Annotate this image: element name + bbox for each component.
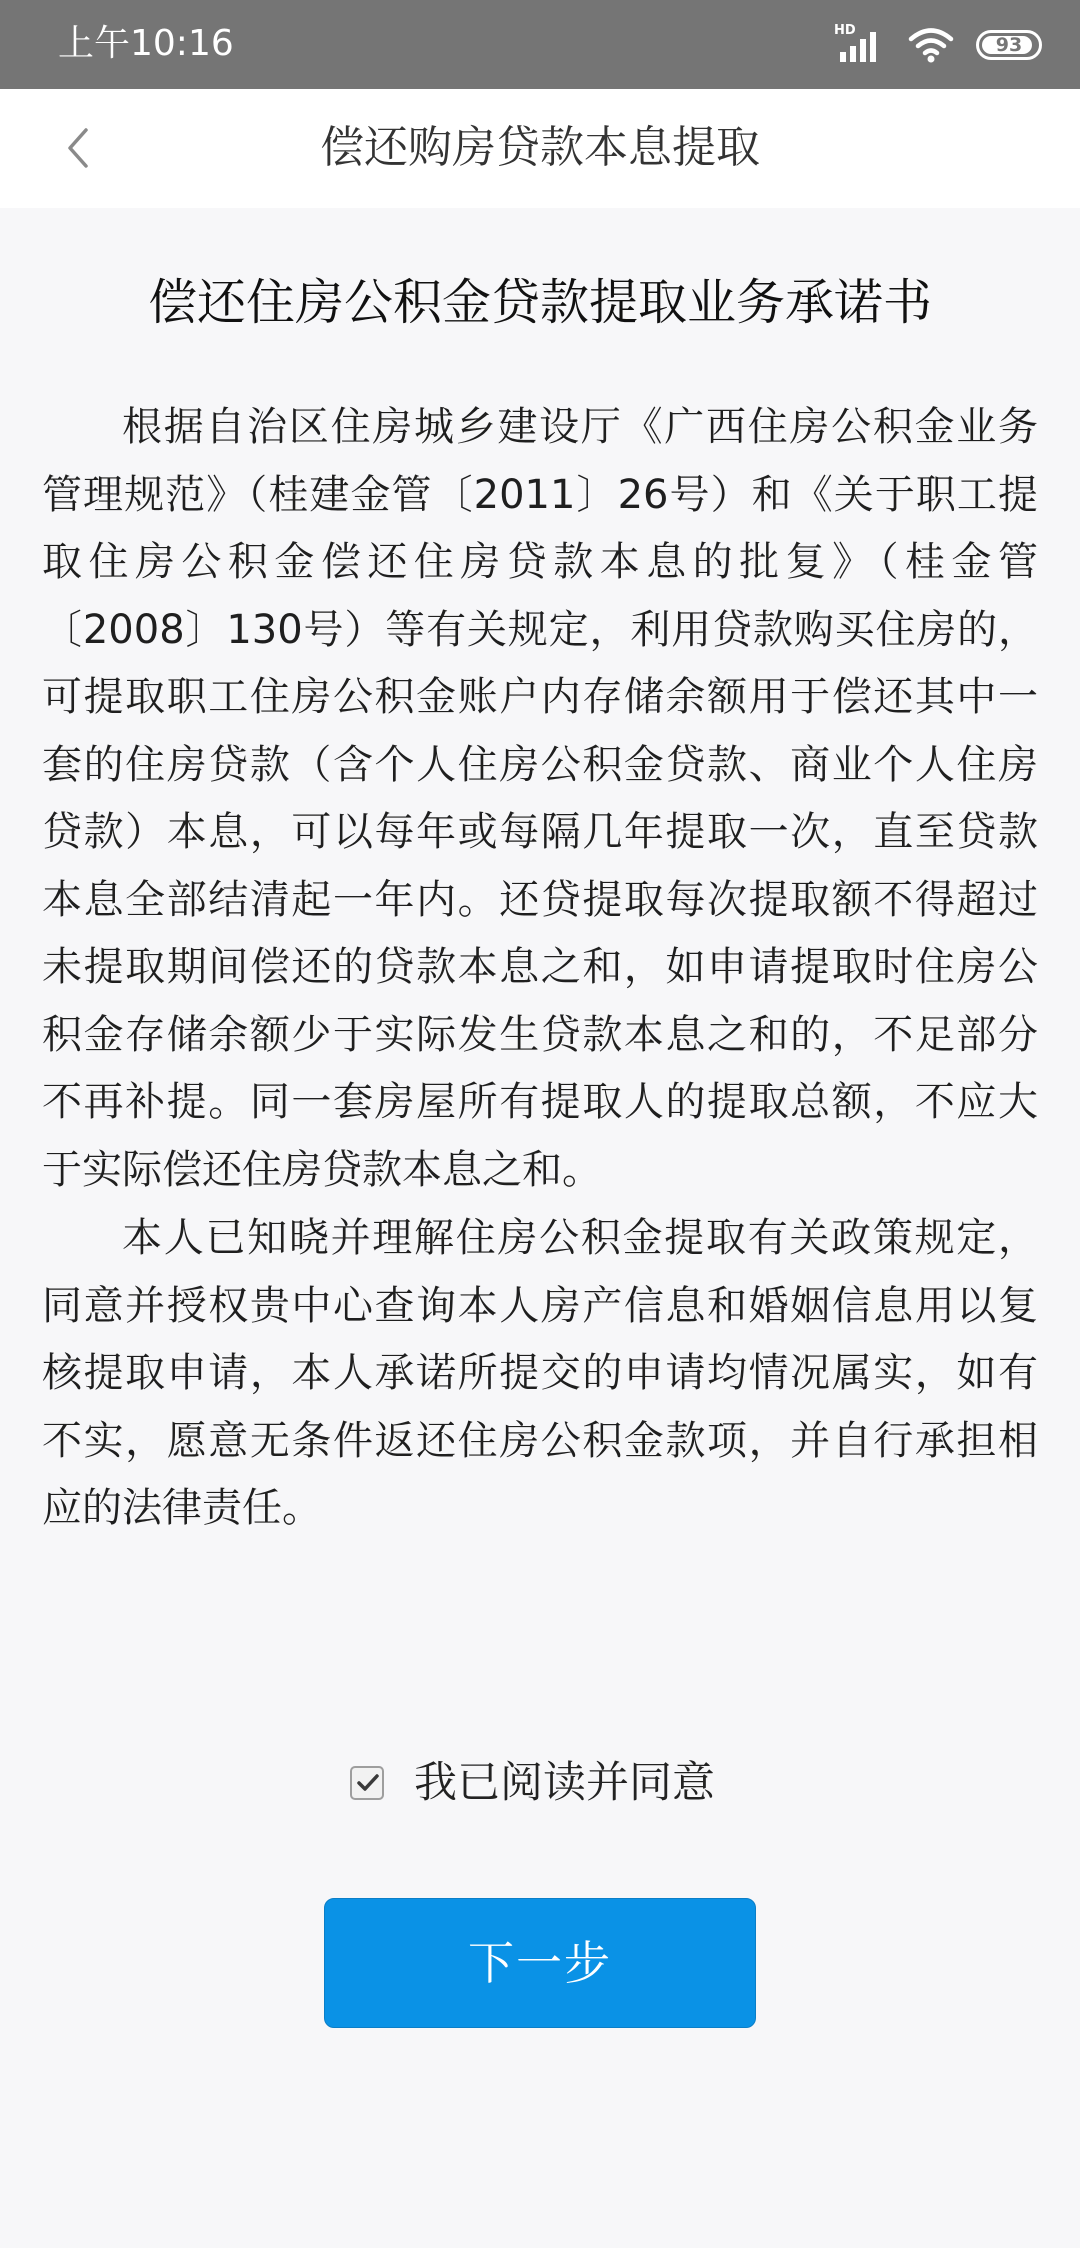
status-time: 上午10:16: [58, 23, 234, 64]
network-type-label: HD: [834, 23, 856, 38]
document-paragraph: 本人已知晓并理解住房公积金提取有关政策规定，同意并授权贵中心查询本人房产信息和婚姻信息用以复核提取申请，本人承诺所提交的申请均情况属实，如有不实，愿意无条件返还住房公积金款项，并自行承担相应的法律责任。: [42, 1215, 1038, 1531]
wifi-icon: [908, 26, 954, 64]
status-bar: [0, 0, 1080, 89]
app-header: [0, 89, 1080, 208]
agree-checkbox[interactable]: [350, 1766, 384, 1800]
document-paragraph: 根据自治区住房城乡建设厅《广西住房公积金业务管理规范》（桂建金管〔2011〕26号）和《关于职工提取住房公积金偿还住房贷款本息的批复》（桂金管〔2008〕130号）等有关规定，利用贷款购买住房的，可提取职工住房公积金账户内存储余额用于偿还其中一套的住房贷款（含个人住房公积金贷款、商业个人住房贷款）本息，可以每年或每隔几年提取一次，直至贷款本息全部结清起一年内。还贷提取每次提取额不得超过未提取期间偿还的贷款本息之和，如申请提取时住房公积金存储余额少于实际发生贷款本息之和的，不足部分不再补提。同一套房屋所有提取人的提取总额，不应大于实际偿还住房贷款本息之和。: [42, 404, 1038, 1193]
battery-icon: [976, 30, 1042, 60]
document-title: 偿还住房公积金贷款提取业务承诺书: [147, 274, 932, 331]
agree-label: 我已阅读并同意: [414, 1758, 715, 1808]
document-body: [42, 394, 1038, 1543]
status-icons: [834, 24, 1042, 66]
battery-level: 93: [995, 34, 1023, 56]
next-step-button[interactable]: 下一步: [324, 1898, 756, 2028]
agreement-row[interactable]: [350, 1753, 715, 1813]
checkmark-icon: [354, 1769, 382, 1797]
signal-icon: [834, 24, 886, 66]
page-title: 偿还购房贷款本息提取: [320, 122, 760, 173]
